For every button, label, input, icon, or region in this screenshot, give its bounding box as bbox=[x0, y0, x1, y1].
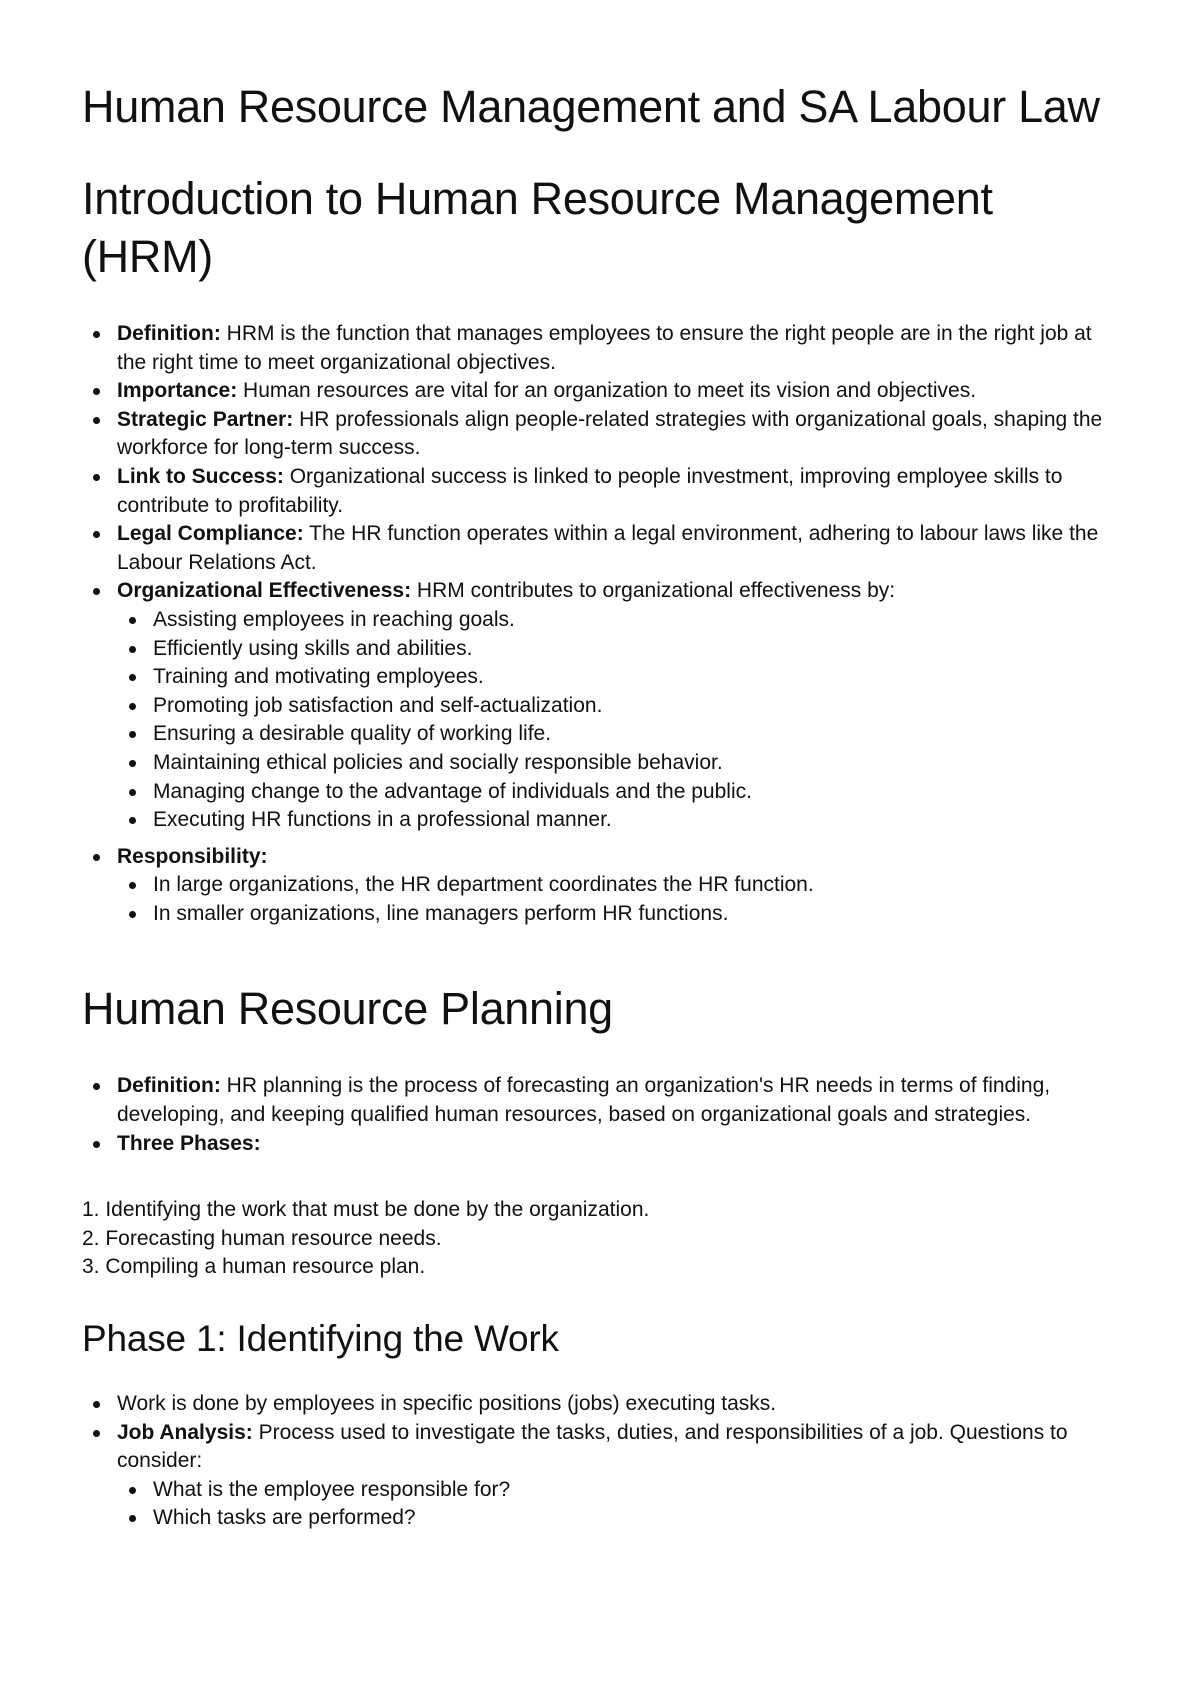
item-label: Three Phases: bbox=[117, 1131, 261, 1155]
questions-sublist bbox=[117, 1476, 1122, 1533]
item-label: Definition: bbox=[117, 322, 221, 345]
item-label: Legal Compliance: bbox=[117, 522, 304, 546]
sub-list-item: Which tasks are performed? bbox=[117, 1504, 1122, 1533]
sub-list-item: Training and motivating employees. bbox=[117, 663, 1122, 692]
list-item-strategic-partner bbox=[82, 406, 1122, 463]
sub-list-item: Efficiently using skills and abilities. bbox=[117, 635, 1122, 664]
item-text: Process used to investigate the tasks, duties, and responsibilities of a job. Questions to consider: bbox=[117, 1420, 1068, 1473]
list-item-definition bbox=[82, 320, 1122, 377]
item-label: Job Analysis: bbox=[117, 1420, 253, 1444]
item-text: HRM contributes to organizational effectiveness by: bbox=[411, 579, 896, 603]
sub-list-item: In large organizations, the HR department coordinates the HR function. bbox=[117, 871, 1122, 900]
item-text: HR professionals align people-related strategies with organizational goals, shaping the workforce for long-term success. bbox=[117, 407, 1103, 460]
item-label: Responsibility: bbox=[117, 844, 268, 868]
phases-list bbox=[82, 1196, 1122, 1282]
item-text: The HR function operates within a legal environment, adhering to labour laws like the Labour Relations Act. bbox=[117, 522, 1099, 574]
item-text: Organizational success is linked to people investment, improving employee skills to contribute to profitability. bbox=[117, 464, 1063, 517]
sub-list-item: Executing HR functions in a professional manner. bbox=[117, 806, 1122, 835]
list-item-responsibility bbox=[82, 843, 1122, 929]
phase1-list bbox=[82, 1390, 1122, 1533]
sub-list-item: Promoting job satisfaction and self-actualization. bbox=[117, 692, 1122, 721]
list-item-job-analysis bbox=[82, 1419, 1122, 1533]
item-label: Definition: bbox=[117, 1074, 221, 1098]
sub-list-item: In smaller organizations, line managers perform HR functions. bbox=[117, 900, 1122, 929]
item-text: HRM is the function that manages employees to ensure the right people are in the right job at the right time to meet organizational objectives. bbox=[117, 322, 1092, 374]
list-item-importance bbox=[82, 377, 1122, 406]
sub-list-item: What is the employee responsible for? bbox=[117, 1476, 1122, 1505]
section-heading-planning: Human Resource Planning bbox=[82, 983, 613, 1035]
document-page bbox=[82, 78, 1122, 1533]
item-label: Link to Success: bbox=[117, 464, 284, 488]
phase-item: 2. Forecasting human resource needs. bbox=[82, 1226, 442, 1250]
list-item-three-phases bbox=[82, 1130, 1122, 1159]
item-label: Strategic Partner: bbox=[117, 407, 294, 431]
list-item-link-to-success bbox=[82, 463, 1122, 520]
planning-list bbox=[82, 1072, 1122, 1158]
list-item-organizational-effectiveness bbox=[82, 577, 1122, 834]
effectiveness-sublist bbox=[117, 606, 1122, 835]
item-label: Importance: bbox=[117, 379, 238, 403]
sub-list-item: Ensuring a desirable quality of working life. bbox=[117, 720, 1122, 749]
sub-list-item: Managing change to the advantage of individuals and the public. bbox=[117, 778, 1122, 807]
item-text: HR planning is the process of forecasting an organization's HR needs in terms of finding, developing, and keeping qualified human resources, based on organizational goals and strategies. bbox=[117, 1074, 1051, 1127]
section-heading-phase1: Phase 1: Identifying the Work bbox=[82, 1318, 559, 1360]
section-heading-intro: Introduction to Human Resource Management (HRM) bbox=[82, 173, 993, 282]
sub-list-item: Maintaining ethical policies and socially responsible behavior. bbox=[117, 749, 1122, 778]
list-item-legal-compliance bbox=[82, 520, 1122, 577]
responsibility-sublist bbox=[117, 871, 1122, 928]
list-item-work: Work is done by employees in specific positions (jobs) executing tasks. bbox=[82, 1390, 1122, 1419]
phase-item: 1. Identifying the work that must be done by the organization. bbox=[82, 1198, 650, 1222]
intro-list bbox=[82, 320, 1122, 928]
item-text: Human resources are vital for an organization to meet its vision and objectives. bbox=[237, 379, 977, 403]
sub-list-item: Assisting employees in reaching goals. bbox=[117, 606, 1122, 635]
phase-item: 3. Compiling a human resource plan. bbox=[82, 1255, 426, 1279]
document-title: Human Resource Management and SA Labour Law bbox=[82, 81, 1100, 132]
item-label: Organizational Effectiveness: bbox=[117, 579, 412, 603]
list-item-planning-definition bbox=[82, 1072, 1122, 1129]
